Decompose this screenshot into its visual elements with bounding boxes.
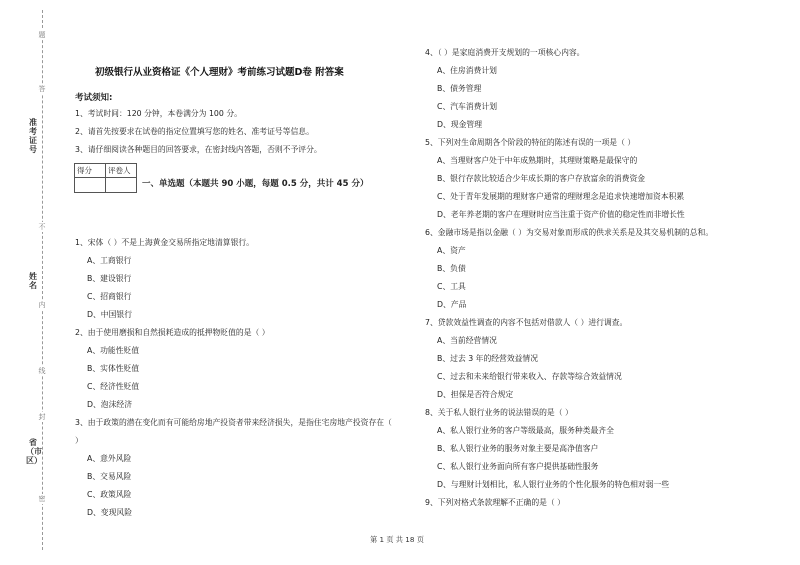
- option: D、产品: [437, 300, 467, 309]
- option: B、负债: [437, 264, 466, 273]
- option: D、与理财计划相比，私人银行业务的个性化服务的特色相对弱一些: [437, 480, 670, 489]
- option: D、担保是否符合规定: [437, 390, 514, 399]
- exam-number-label: 准考证号: [29, 118, 37, 154]
- option: A、功能性贬值: [87, 346, 140, 355]
- option: B、过去 3 年的经营效益情况: [437, 354, 539, 363]
- score-col-label: 得分: [75, 164, 106, 178]
- score-table: [74, 163, 137, 193]
- option: C、汽车消费计划: [437, 102, 498, 111]
- question-4: 4、（ ）是家庭消费开支规划的一项核心内容。: [425, 48, 585, 57]
- question-1: 1、宋体（ ）不是上海黄金交易所指定地清算银行。: [75, 238, 254, 247]
- binding-mark-ti: 题: [38, 31, 46, 39]
- option: A、当理财客户处于中年成熟期时，其理财策略是最保守的: [437, 156, 638, 165]
- grader-cell[interactable]: [106, 178, 137, 193]
- option: B、私人银行业务的服务对象主要是高净值客户: [437, 444, 599, 453]
- question-3-continued: ）: [75, 436, 83, 445]
- question-3: 3、由于政策的潜在变化而有可能给房地产投资者带来经济损失，是指住宅房地产投资存在（: [75, 418, 392, 427]
- option: C、工具: [437, 282, 466, 291]
- notice-heading: 考试须知:: [75, 93, 113, 103]
- question-7: 7、贷款效益性调查的内容不包括对借款人（ ）进行调查。: [425, 318, 628, 327]
- option: D、泡沫经济: [87, 400, 132, 409]
- option: D、中国银行: [87, 310, 132, 319]
- section-heading: 一、单选题（本题共 90 小题，每题 0.5 分，共计 45 分）: [142, 179, 369, 189]
- option: D、老年养老期的客户在理财时应当注重于资产价值的稳定性而非增长性: [437, 210, 685, 219]
- option: D、变现风险: [87, 508, 132, 517]
- binding-mark-nei: 内: [38, 301, 46, 309]
- option: D、现金管理: [437, 120, 482, 129]
- option: A、意外风险: [87, 454, 132, 463]
- notice-item: 1、考试时间：120 分钟，本卷满分为 100 分。: [75, 109, 242, 118]
- province-label: 省（市区）: [26, 438, 42, 465]
- grader-col-label: 评卷人: [106, 164, 137, 178]
- option: A、当前经营情况: [437, 336, 497, 345]
- option: C、处于青年发展期的理财客户通常的理财理念是追求快速增加资本积累: [437, 192, 685, 201]
- option: A、工商银行: [87, 256, 132, 265]
- option: B、实体性贬值: [87, 364, 140, 373]
- binding-mark-mi: 密: [38, 495, 46, 503]
- option: A、私人银行业务的客户等级最高，服务种类最齐全: [437, 426, 614, 435]
- option: A、住房消费计划: [437, 66, 497, 75]
- option: B、银行存款比较适合少年成长期的客户存放富余的消费资金: [437, 174, 646, 183]
- question-6: 6、金融市场是指以金融（ ）为交易对象而形成的供求关系是及其交易机制的总和。: [425, 228, 714, 237]
- question-2: 2、由于使用磨损和自然损耗造成的抵押物贬值的是（ ）: [75, 328, 270, 337]
- notice-item: 2、请首先按要求在试卷的指定位置填写您的姓名、准考证号等信息。: [75, 127, 314, 136]
- question-9: 9、下列对格式条款理解不正确的是（ ）: [425, 498, 565, 507]
- binding-mark-da: 答: [38, 85, 46, 93]
- binding-mark-feng: 封: [38, 413, 46, 421]
- question-5: 5、下列对生命周期各个阶段的特征的陈述有误的一项是（ ）: [425, 138, 636, 147]
- paper-title: 初级银行从业资格证《个人理财》考前练习试题D卷 附答案: [95, 67, 344, 78]
- option: C、招商银行: [87, 292, 132, 301]
- notice-item: 3、请仔细阅读各种题目的回答要求，在密封线内答题，否则不予评分。: [75, 145, 322, 154]
- score-cell[interactable]: [75, 178, 106, 193]
- question-8: 8、关于私人银行业务的说法错误的是（ ）: [425, 408, 573, 417]
- option: C、私人银行业务面向所有客户提供基础性服务: [437, 462, 599, 471]
- page-footer: 第 1 页 共 18 页: [370, 535, 424, 544]
- option: C、经济性贬值: [87, 382, 140, 391]
- option: A、资产: [437, 246, 466, 255]
- name-label: 姓名: [29, 272, 37, 290]
- binding-mark-xian: 线: [38, 367, 46, 375]
- option: B、交易风险: [87, 472, 132, 481]
- binding-mark-bu: 不: [38, 223, 46, 231]
- option: B、债务管理: [437, 84, 482, 93]
- option: C、过去和未来给银行带来收入、存款等综合效益情况: [437, 372, 622, 381]
- option: C、政策风险: [87, 490, 132, 499]
- option: B、建设银行: [87, 274, 132, 283]
